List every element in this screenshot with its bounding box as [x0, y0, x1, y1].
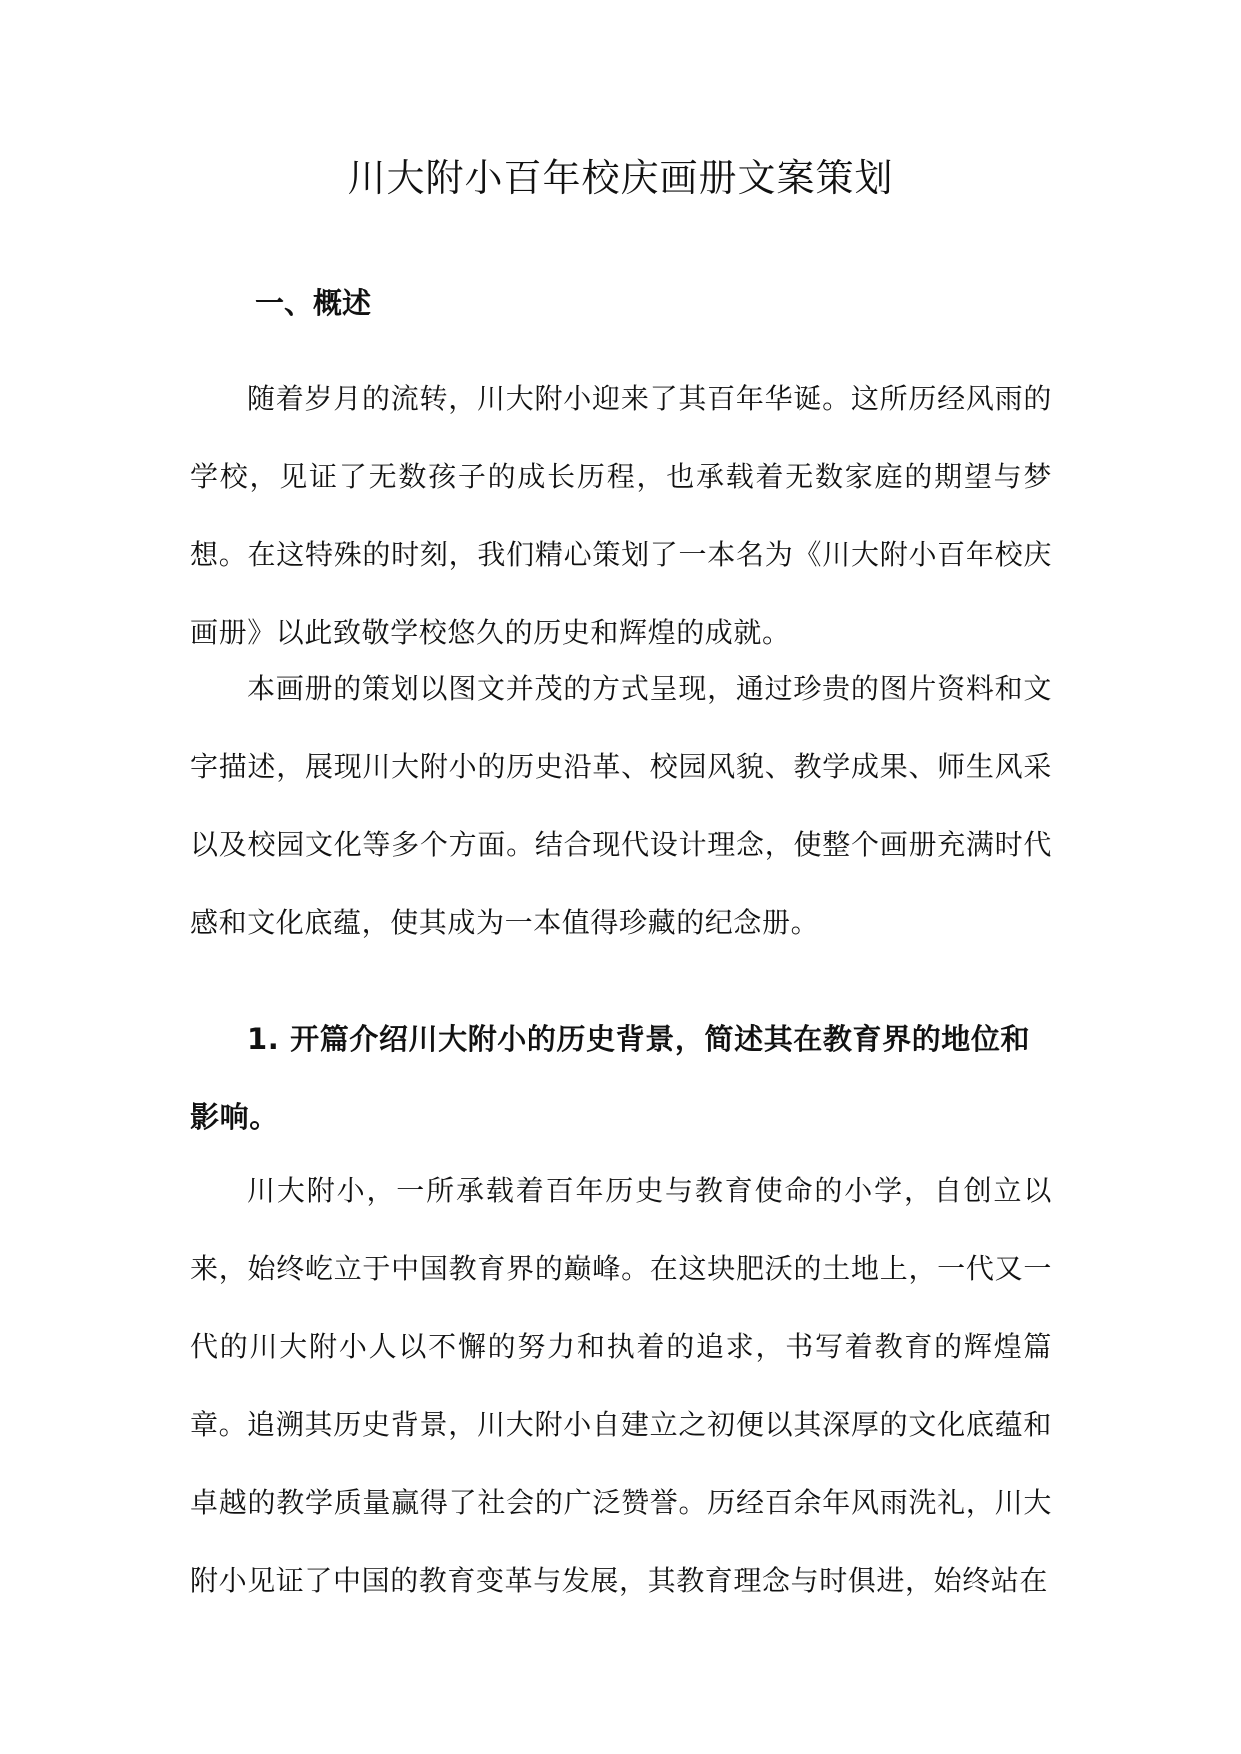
paragraph: 随着岁月的流转，川大附小迎来了其百年华诞。这所历经风雨的学校，见证了无数孩子的成长历程，也承载着无数家庭的期望与梦想。在这特殊的时刻，我们精心策划了一本名为《川大附小百年校庆画册》以此致敬学校悠久的历史和辉煌的成就。 — [190, 382, 1052, 649]
section-heading-history-background: 1. 开篇介绍川大附小的历史背景，简述其在教育界的地位和影响。 — [190, 1022, 1031, 1134]
section-heading-overview: 一、概述 — [255, 286, 372, 320]
paragraph: 本画册的策划以图文并茂的方式呈现，通过珍贵的图片资料和文字描述，展现川大附小的历史沿革、校园风貌、教学成果、师生风采以及校园文化等多个方面。结合现代设计理念，使整个画册充满时代感和文化底蕴，使其成为一本值得珍藏的纪念册。 — [190, 672, 1052, 939]
document-title: 川大附小百年校庆画册文案策划 — [347, 156, 894, 200]
paragraph: 追溯其历史背景，川大附小自建立之初便以其深厚的文化底蕴和卓越的教学质量赢得了社会的广泛赞誉。历经百余年风雨洗礼，川大附小见证了中国的教育变革与发展，其教育理念与时俱进，始终站在 — [190, 1408, 1052, 1597]
paragraph: 川大附小，一所承载着百年历史与教育使命的小学，自创立以来，始终屹立于中国教育界的巅峰。在这块肥沃的土地上，一代又一代的川大附小人以不懈的努力和执着的追求，书写着教育的辉煌篇章。 — [190, 1174, 1052, 1441]
